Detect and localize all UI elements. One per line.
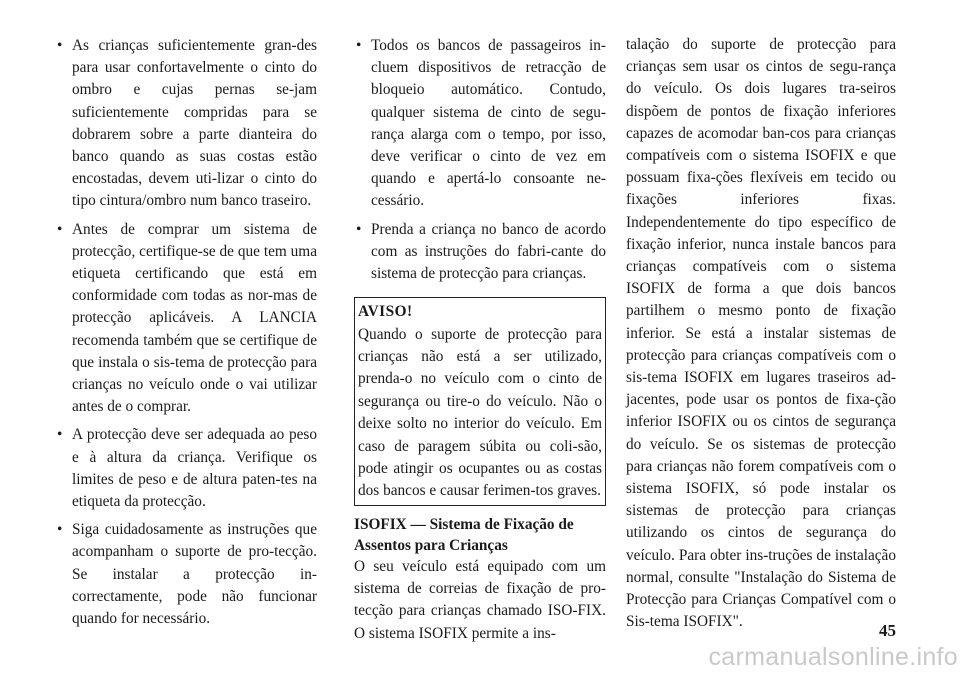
bullet-dot: • (356, 37, 362, 54)
bullet-text: Antes de comprar um sistema de protecção, certifique-se de que tem uma etiqueta certificando que está em conformidade com todas as nor-mas de protecção aplicáveis. A LANCIA recomenda também que se certifique de que instala o sis-tema de protecção para crianças no veículo onde o vai utilizar antes de o comprar. (72, 220, 317, 416)
bullet-item (354, 219, 606, 286)
watermark-logo: carmanualsonline.info (708, 643, 958, 671)
section-paragraph: O seu veículo está equipado com um sistema de correias de fixação de pro-tecção para crianças chamado ISO-FIX. O sistema ISOFIX permite a ins- (354, 557, 606, 642)
bullet-dot: • (356, 220, 362, 238)
warning-text: Quando o suporte de protecção para crianças não está a ser utilizado, prenda-o no veículo com o cinto de segurança ou tire-o do veículo. Não o deixe solto no interior do veículo. Em caso de paragem súbita ou coli-são, pode atingir os ocupantes ou as costas dos bancos e causar ferimen-tos graves. (358, 325, 602, 500)
bullet-text: As crianças suficientemente gran-des para usar confortavelmente o cinto do ombro e cujas pernas se-jam suficientemente compridas para se dobrarem sobre a parte dianteira do banco quando as suas costas estão encostadas, devem uti-lizar o cinto do tipo cintura/ombro num banco traseiro. (72, 37, 317, 210)
bullet-text: A protecção deve ser adequada ao peso e à altura da criança. Verifique os limites de peso e de altura paten-tes na etiqueta da protecção. (72, 426, 317, 511)
bullet-dot: • (57, 220, 63, 238)
bullet-dot: • (57, 37, 63, 54)
warning-box (354, 297, 606, 506)
section-title: ISOFIX — Sistema de Fixação de Assentos para Crianças (354, 515, 574, 554)
right-column (626, 34, 896, 633)
left-column (55, 35, 317, 636)
continued-paragraph: talação do suporte de protecção para crianças sem usar os cintos de segu-rança do veículo. Os dois lugares tra-seiros dispõem de pontos de fixação inferiores capazes de acomodar ban-cos para crianças compatíveis com o sistema ISOFIX e que possuam fixa-ções flexíveis em tecido ou fixações inferiores fixas. Independentemente do tipo específico de fixação inferior, nunca instale bancos para crianças compatíveis com o sistema ISOFIX de forma a que dois bancos partilhem o mesmo ponto de fixação inferior. Se está a instalar sistemas de protecção para crianças compatíveis com o sis-tema ISOFIX em lugares traseiros ad-jacentes, pode usar os pontos de fixa-ção inferior ISOFIX ou os cintos de segurança do veículo. Se os sistemas de protecção para crianças não forem compatíveis com o sistema ISOFIX, só pode instalar os sistemas de protecção para crianças utilizando os cintos de segurança do veículo. Para obter ins-truções de instalação normal, consulte "Instalação do Sistema de Protecção para Crianças Compatível com o Sis-tema ISOFIX". (626, 36, 896, 631)
bullet-item (354, 35, 606, 213)
bullet-text: Todos os bancos de passageiros in-cluem dispositivos de retracção de bloqueio automático. Contudo, qualquer sistema de cinto de segu-rança alarga com o tempo, por isso, deve verificar o cinto de vez em quando e apertá-lo consoante ne-cessário. (371, 37, 606, 210)
bullet-item (55, 219, 317, 419)
bullet-item (55, 519, 317, 630)
bullet-text: Siga cuidadosamente as instruções que acompanham o suporte de pro-tecção. Se instalar a protecção in-correctamente, pode não funcionar quando for necessário. (72, 521, 317, 628)
bullet-item (55, 424, 317, 513)
bullet-text: Prenda a criança no banco de acordo com as instruções do fabri-cante do sistema de protecção para crianças. (371, 220, 606, 283)
bullet-dot: • (57, 521, 63, 539)
page-number: 45 (879, 621, 896, 640)
bullet-dot: • (57, 426, 63, 444)
middle-column (354, 35, 606, 645)
bullet-item (55, 35, 317, 213)
warning-title: AVISO! (358, 303, 413, 321)
